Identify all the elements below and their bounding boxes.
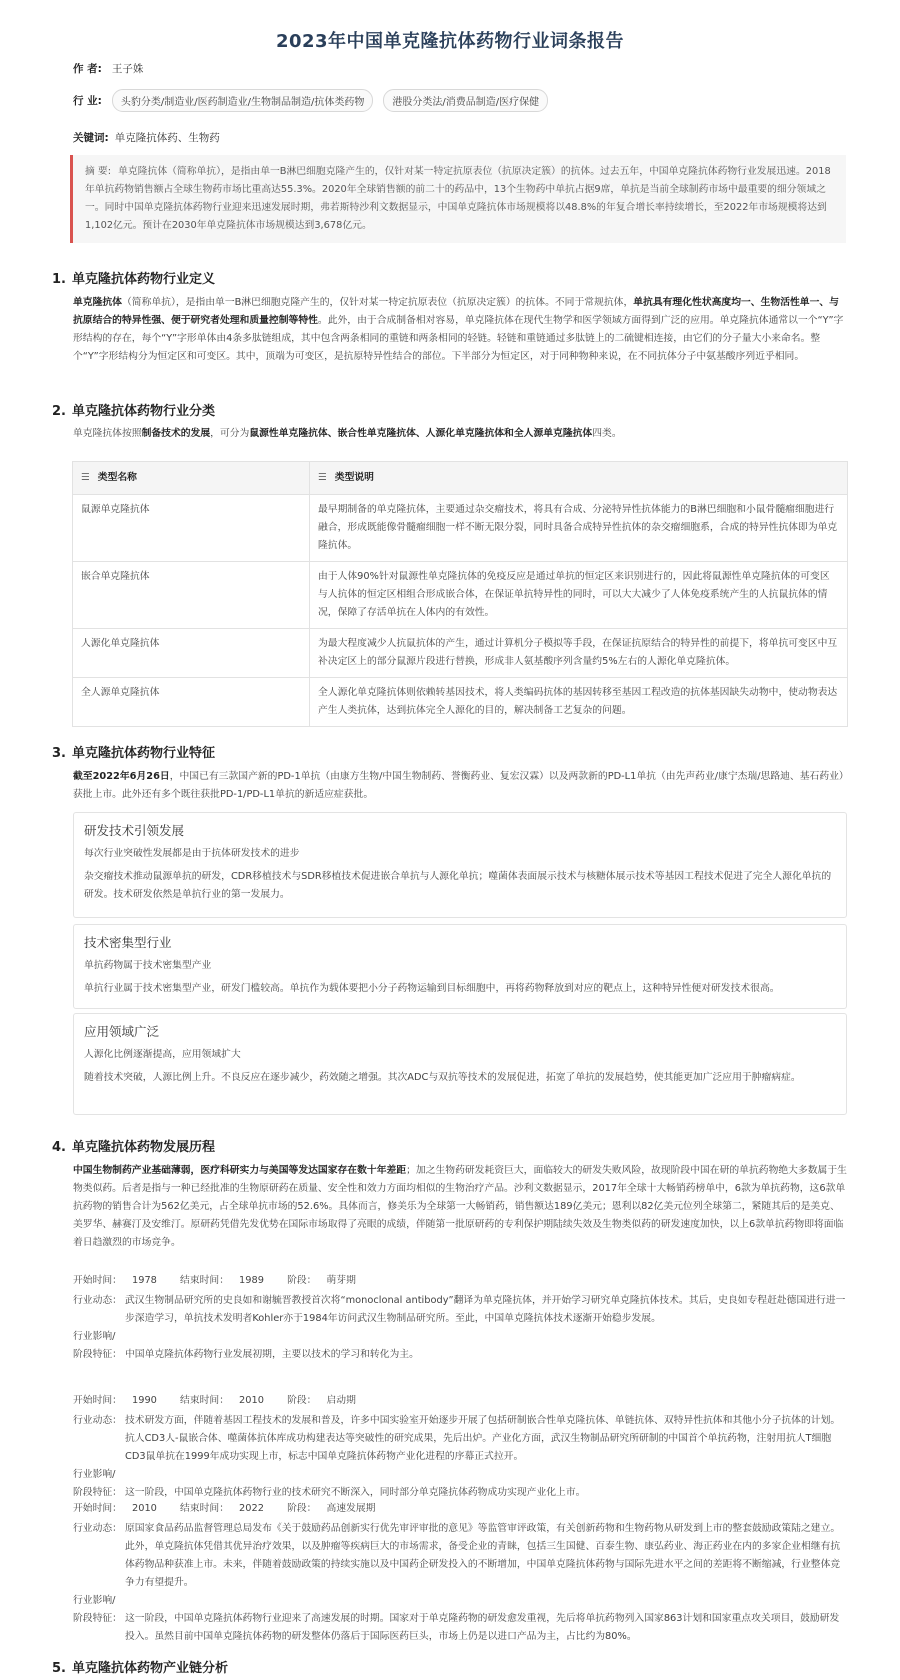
feature-card <box>73 924 847 1009</box>
feature-label: 阶段特征： <box>73 1487 122 1498</box>
feature-card-subtitle: 单抗药物属于技术密集型产业 <box>84 960 212 971</box>
history-stage <box>73 1392 848 1502</box>
table-cell-name: 鼠源单克隆抗体 <box>73 495 310 562</box>
industry-row <box>73 89 558 112</box>
stage-dynamic-row <box>73 1520 848 1592</box>
features-intro <box>73 768 848 804</box>
keywords-row <box>73 130 220 145</box>
classification-bold: 制备技术的发展 <box>141 428 211 439</box>
stage-header <box>73 1500 848 1518</box>
table-row <box>73 562 848 629</box>
table-cell-name: 人源化单克隆抗体 <box>73 629 310 678</box>
definition-bold-features: 单抗具有理化性状高度均一、生物活性单一、与抗原结合的特异性强、便于研究者处理和质量控制等特性 <box>73 297 839 326</box>
classification-bold: 鼠源性单克隆抗体、嵌合性单克隆抗体、人源化单克隆抗体和全人源单克隆抗体 <box>249 428 593 439</box>
impact-label: 行业影响/ <box>73 1331 116 1342</box>
classification-text: 单克隆抗体按照 <box>73 428 142 439</box>
stage-name: 萌芽期 <box>326 1275 356 1286</box>
abstract-label: 摘 要: <box>85 166 112 177</box>
feature-card <box>73 812 847 918</box>
abstract-text: 单克隆抗体（简称单抗），是指由单一B淋巴细胞克隆产生的，仅针对某一特定抗原表位（抗原决定簇）的抗体。过去五年，中国单克隆抗体药物行业发展迅速。2018年单抗药物销售额占全球生物药市场比重高达55.3%。2020年全球销售额的前二十的药品中，13个生物药中单抗占据9席，单抗是当前全球制药市场中最重要的细分领域之一。同时中国单克隆抗体药物行业迎来迅速发展时期，弗若斯特沙利文数据显示，中国单克隆抗体市场规模将以48.8%的年复合增长率持续增长，至2022年市场规模将达到1,102亿元。预计在2030年单克隆抗体市场规模达到3,678亿元。 <box>85 166 831 231</box>
table-header-cell <box>310 462 848 495</box>
impact-label: 行业影响/ <box>73 1595 116 1606</box>
start-time: 1978 <box>131 1275 157 1286</box>
start-label: 开始时间： <box>73 1275 122 1286</box>
dynamic-label: 行业动态： <box>73 1415 122 1426</box>
history-stage <box>73 1272 848 1364</box>
start-label: 开始时间： <box>73 1395 122 1406</box>
dynamic-label: 行业动态： <box>73 1523 122 1534</box>
classification-intro <box>73 425 848 443</box>
industry-tag[interactable]: 头豹分类/制造业/医药制造业/生物制品制造/抗体类药物 <box>112 89 373 112</box>
feature-card-title: 应用领域广泛 <box>84 1024 160 1039</box>
stage-label: 阶段： <box>287 1503 317 1514</box>
history-intro <box>73 1162 848 1252</box>
section-number: 5. <box>52 1661 66 1676</box>
history-text: ；加之生物药研发耗资巨大，面临较大的研发失败风险，故现阶段中国在研的单抗药物绝大多数属于生物类似药。后者是指与一种已经批准的生物原研药在质量、安全性和效力方面均相似的生物治疗产品。沙利文数据显示，2017年全球十大畅销药榜单中，6款为单抗药物，这6款单抗药物的销售合计为562亿美元，占全球单抗市场的52.6%。具体而言，修美乐为全球第一大畅销药，销售额达189亿美元；恩利以82亿美元位列全球第二，紧随其后的是美克、美罗华、赫赛汀及安维汀。原研药凭借先发优势在国际市场取得了亮眼的成绩，伴随第一批原研药的专利保护期陆续失效及生物类似药的研发速度加快，以上6款单抗药物即将面临着日趋激烈的市场竞争。 <box>73 1165 847 1248</box>
end-label: 结束时间： <box>180 1503 230 1514</box>
definition-paragraph <box>73 294 848 366</box>
end-label: 结束时间： <box>180 1275 230 1286</box>
author-label: 作 者: <box>73 63 102 75</box>
stage-name: 启动期 <box>326 1395 356 1406</box>
stage-name: 高速发展期 <box>326 1503 376 1514</box>
section-title: 单克隆抗体药物产业链分析 <box>72 1661 229 1676</box>
feature-card <box>73 1013 847 1115</box>
table-header-label: 类型说明 <box>334 472 374 483</box>
end-label: 结束时间： <box>180 1395 230 1406</box>
table-header-row <box>73 462 848 495</box>
table-cell-desc: 为最大程度减少人抗鼠抗体的产生，通过计算机分子模拟等手段，在保证抗原结合的特异性的前提下，将单抗可变区中互补决定区上的部分鼠源片段进行替换，形成非人氨基酸序列含量约5%左右的人源化单克隆抗体。 <box>310 629 848 678</box>
table-row <box>73 629 848 678</box>
impact-label: 行业影响/ <box>73 1469 116 1480</box>
industry-label: 行 业: <box>73 95 102 107</box>
table-cell-desc: 最早期制备的单克隆抗体，主要通过杂交瘤技术，将具有合成、分泌特异性抗体能力的B淋巴细胞和小鼠骨髓瘤细胞进行融合，形成既能像骨髓瘤细胞一样不断无限分裂，同时具备合成特异性抗体的杂交瘤细胞系，合成的特异性抗体即为单克隆抗体。 <box>310 495 848 562</box>
stage-label: 阶段： <box>287 1275 317 1286</box>
stage-dynamic-row <box>73 1412 848 1466</box>
section-title: 单克隆抗体药物行业特征 <box>72 746 216 761</box>
stage-feature-row <box>73 1610 848 1646</box>
end-time: 2010 <box>239 1395 264 1406</box>
history-bold: 中国生物制药产业基础薄弱，医疗科研实力与美国等发达国家存在数十年差距 <box>73 1165 407 1176</box>
dynamic-label: 行业动态： <box>73 1295 122 1306</box>
start-label: 开始时间： <box>73 1503 122 1514</box>
table-header-label: 类型名称 <box>97 472 137 483</box>
author-name: 王子姝 <box>111 63 144 75</box>
table-cell-desc: 由于人体90%针对鼠源性单克隆抗体的免疫反应是通过单抗的恒定区来识别进行的，因此将鼠源性单克隆抗体的可变区与人抗体的恒定区相组合形成嵌合体，在保证单抗特异性的同时，可以大大减少了人体免疫系统产生的人抗鼠抗体的情况，保障了存活单抗在人体内的有效性。 <box>310 562 848 629</box>
table-row <box>73 495 848 562</box>
definition-bold-term: 单克隆抗体 <box>73 297 122 308</box>
stage-dynamic-row <box>73 1292 848 1328</box>
classification-table <box>72 461 848 727</box>
definition-text: 。此外，由于合成制备相对容易，单克隆抗体在现代生物学和医学领域方面得到广泛的应用。单克隆抗体通常以一个“Y”字形结构的存在，每个“Y”字形单体由4条多肽链组成，其中包含两条相同的重链和两条相同的轻链。轻链和重链通过多肽链上的二硫键相连接，由它们的分子量大小来命名。整个“Y”字形结构分为恒定区和可变区。其中，顶端为可变区，是抗原特异性结合的部位。下半部分为恒定区，对于同种物种来说，在不同抗体分子中氨基酸序列近乎相同。 <box>73 315 844 362</box>
section-number: 1. <box>52 272 66 287</box>
section-number: 3. <box>52 746 66 761</box>
feature-text: 这一阶段，中国单克隆抗体药物行业迎来了高速发展的时期。国家对于单克隆药物的研发愈发重视，先后将单抗药物列入国家863计划和国家重点攻关项目，鼓励研发投入。虽然目前中国单克隆抗体药物的研发整体仍落后于国际医药巨头，市场上仍是以进口产品为主，占比约为80%。 <box>125 1613 840 1642</box>
table-header-cell <box>73 462 310 495</box>
keywords-label: 关键词: <box>73 132 109 144</box>
keywords-value: 单克隆抗体药、生物药 <box>114 132 220 144</box>
start-time: 2010 <box>131 1503 157 1514</box>
feature-label: 阶段特征： <box>73 1613 122 1624</box>
stage-feature-row <box>73 1346 848 1364</box>
section-heading <box>52 1657 228 1676</box>
section-title: 单克隆抗体药物行业分类 <box>72 404 216 419</box>
feature-card-title: 研发技术引领发展 <box>84 823 185 838</box>
classification-text: 四类。 <box>592 428 622 439</box>
dynamic-text: 原国家食品药品监督管理总局发布《关于鼓励药品创新实行优先审评审批的意见》等监管审评政策，有关创新药物和生物药物从研发到上市的整套鼓励政策陆之建立。此外，单克隆抗体凭借其优异治疗效果，以及肿瘤等疾病巨大的市场需求，备受企业的青睐，包括三生国健、百泰生物、康弘药业、海正药业在内的多家企业相继有抗体药物品种获准上市。未来，伴随着鼓励政策的持续实施以及中国药企研发投入的不断增加，中国单克隆抗体药物与国际先进水平之间的差距将不断缩减，行业整体竞争力有望提升。 <box>125 1523 841 1588</box>
dynamic-text: 技术研发方面，伴随着基因工程技术的发展和普及，许多中国实验室开始逐步开展了包括研制嵌合性单克隆抗体、单链抗体、双特异性抗体和其他小分子抗体的计划。抗人CD3人-鼠嵌合体、噬菌体抗体库成功构建表达等突破性的研究成果，先后出炉。产业化方面，武汉生物制品研究所研制的中国首个单抗药物，注射用抗人T细胞CD3鼠单抗在1999年成功实现上市，标志中国单克隆抗体药物产业化进程的序幕正式拉开。 <box>125 1415 841 1462</box>
classification-text: ，可分为 <box>210 428 250 439</box>
table-row <box>73 678 848 727</box>
abstract-box <box>70 155 846 243</box>
history-stage <box>73 1500 848 1646</box>
table-cell-name: 全人源单克隆抗体 <box>73 678 310 727</box>
feature-card-desc: 单抗行业属于技术密集型产业，研发门槛较高。单抗作为载体要把小分子药物运输到目标细胞中，再将药物释放到对应的靶点上，这种特异性便对研发技术很高。 <box>84 983 780 994</box>
start-time: 1990 <box>131 1395 157 1406</box>
section-heading <box>52 268 215 287</box>
stage-label: 阶段： <box>287 1395 317 1406</box>
feature-card-desc: 随着技术突破，人源比例上升。不良反应在逐步减少，药效随之增强。其次ADC与双抗等技术的发展促进，拓宽了单抗的发展趋势，使其能更加广泛应用于肿瘤病症。 <box>84 1072 801 1083</box>
end-time: 2022 <box>239 1503 264 1514</box>
feature-text: 这一阶段，中国单克隆抗体药物行业的技术研究不断深入，同时部分单克隆抗体药物成功实现产业化上市。 <box>125 1487 586 1498</box>
features-text: ，中国已有三款国产新的PD-1单抗（由康方生物/中国生物制药、誉衡药业、复宏汉霖）以及两款新的PD-L1单抗（由先声药业/康宁杰瑞/思路迪、基石药业）获批上市。此外还有多个既往获批PD-1/PD-L1单抗的新适应症获批。 <box>73 771 844 800</box>
table-cell-name: 嵌合单克隆抗体 <box>73 562 310 629</box>
industry-tag[interactable]: 港股分类法/消费品制造/医疗保健 <box>383 89 548 112</box>
list-icon: ☰ <box>318 472 327 483</box>
list-icon: ☰ <box>81 472 90 483</box>
feature-card-subtitle: 每次行业突破性发展都是由于抗体研发技术的进步 <box>84 848 300 859</box>
features-date: 截至2022年6月26日 <box>73 771 170 782</box>
feature-card-desc: 杂交瘤技术推动鼠源单抗的研发，CDR移植技术与SDR移植技术促进嵌合单抗与人源化单抗；噬菌体表面展示技术与核糖体展示技术等基因工程技术促进了完全人源化单抗的研发。技术研发依然是单抗行业的第一发展力。 <box>84 871 832 900</box>
end-time: 1989 <box>239 1275 264 1286</box>
stage-header <box>73 1272 848 1290</box>
section-heading <box>52 742 215 761</box>
section-title: 单克隆抗体药物行业定义 <box>72 272 216 287</box>
table-cell-desc: 全人源化单克隆抗体则依赖转基因技术，将人类编码抗体的基因转移至基因工程改造的抗体基因缺失动物中，使动物表达产生人类抗体，达到抗体完全人源化的目的，解决制备工艺复杂的问题。 <box>310 678 848 727</box>
feature-card-title: 技术密集型行业 <box>84 935 172 950</box>
section-heading <box>52 1136 215 1155</box>
section-heading <box>52 400 215 419</box>
page-title: 2023年中国单克隆抗体药物行业词条报告 <box>275 31 625 52</box>
dynamic-text: 武汉生物制品研究所的史良如和谢毓晋教授首次将“monoclonal antibody”翻译为单克隆抗体，并开始学习研究单克隆抗体技术。其后，史良如专程赶赴德国进行进一步深造学习，单抗技术发明者Kohler亦于1984年访问武汉生物制品研究所。至此，中国单克隆抗体技术逐渐开始稳步发展。 <box>125 1295 846 1324</box>
section-number: 4. <box>52 1140 66 1155</box>
feature-text: 中国单克隆抗体药物行业发展初期，主要以技术的学习和转化为主。 <box>125 1349 419 1360</box>
section-number: 2. <box>52 404 66 419</box>
feature-label: 阶段特征： <box>73 1349 122 1360</box>
author-row <box>73 61 143 76</box>
definition-text: （简称单抗），是指由单一B淋巴细胞克隆产生的，仅针对某一特定抗原表位（抗原决定簇）的抗体。不同于常规抗体， <box>121 297 634 308</box>
stage-header <box>73 1392 848 1410</box>
feature-card-subtitle: 人源化比例逐渐提高，应用领域扩大 <box>84 1049 241 1060</box>
section-title: 单克隆抗体药物发展历程 <box>72 1140 216 1155</box>
